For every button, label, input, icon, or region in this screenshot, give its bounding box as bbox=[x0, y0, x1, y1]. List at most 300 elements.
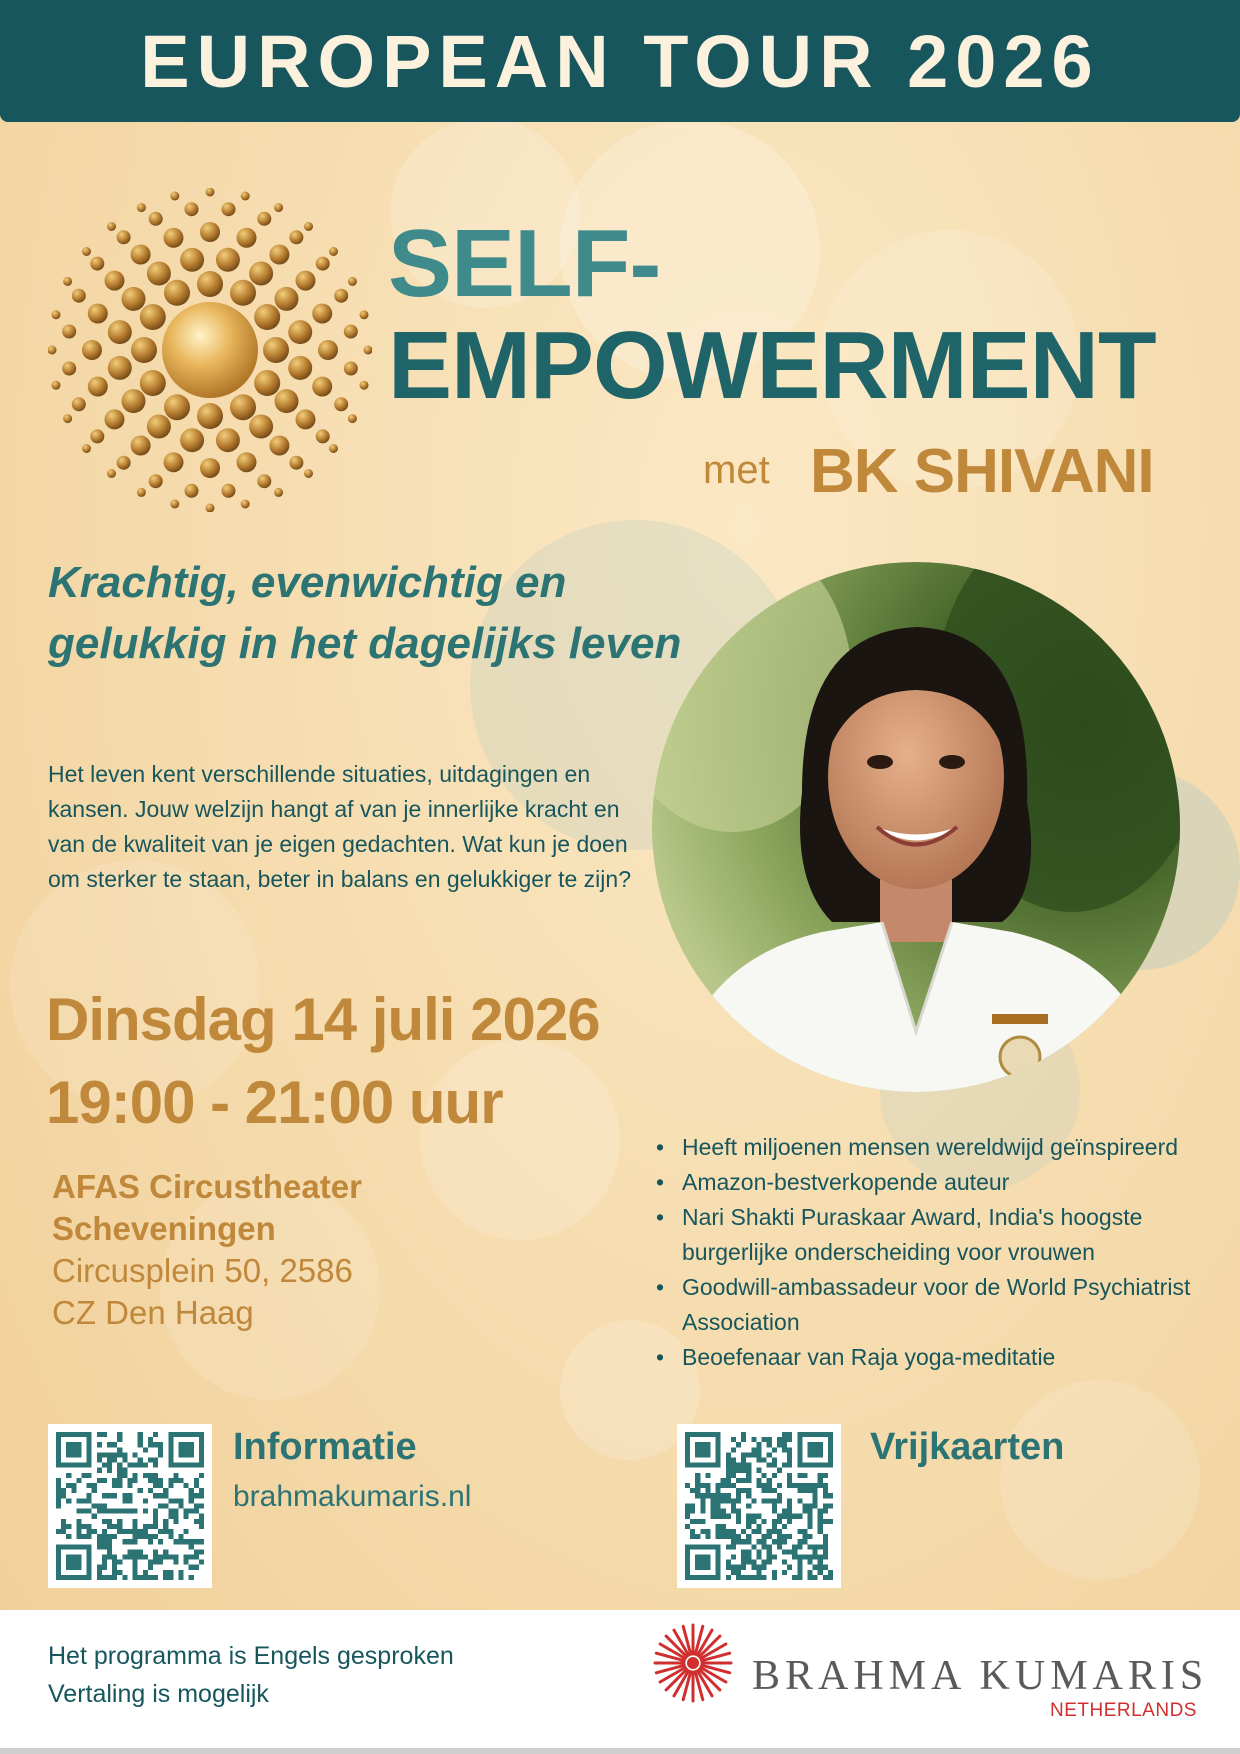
qr-module bbox=[726, 1514, 731, 1519]
qr-module bbox=[751, 1447, 756, 1452]
qr-module bbox=[117, 1432, 122, 1437]
qr-module bbox=[731, 1473, 736, 1478]
qr-module bbox=[117, 1509, 122, 1514]
emblem-dot bbox=[360, 381, 369, 390]
emblem-dot bbox=[329, 444, 338, 453]
highlight-item: • Nari Shakti Puraskaar Award, India's hoogste burgerlijke onderscheiding voor vrouwen bbox=[656, 1200, 1216, 1270]
org-country: NETHERLANDS bbox=[1050, 1700, 1197, 1721]
tickets-label: Vrijkaarten bbox=[870, 1426, 1065, 1468]
qr-module bbox=[756, 1529, 761, 1534]
qr-module bbox=[762, 1539, 767, 1544]
qr-module bbox=[802, 1483, 807, 1488]
qr-module bbox=[736, 1488, 741, 1493]
qr-module bbox=[127, 1478, 132, 1483]
qr-module bbox=[76, 1498, 81, 1503]
qr-module bbox=[741, 1463, 746, 1468]
qr-module bbox=[107, 1463, 112, 1468]
qr-module bbox=[97, 1478, 102, 1483]
qr-module bbox=[122, 1468, 127, 1473]
emblem-dot bbox=[107, 222, 116, 231]
qr-module bbox=[782, 1570, 787, 1575]
qr-module bbox=[133, 1575, 138, 1580]
qr-module bbox=[767, 1529, 772, 1534]
emblem-dot bbox=[249, 415, 273, 439]
qr-module bbox=[87, 1493, 92, 1498]
event-title-line1: SELF- bbox=[388, 210, 661, 317]
qr-module bbox=[782, 1560, 787, 1565]
qr-module bbox=[741, 1575, 746, 1580]
qr-module bbox=[97, 1432, 102, 1437]
qr-module bbox=[736, 1539, 741, 1544]
qr-module bbox=[823, 1565, 828, 1570]
qr-module bbox=[97, 1570, 102, 1575]
qr-module bbox=[736, 1570, 741, 1575]
qr-module bbox=[76, 1519, 81, 1524]
qr-module bbox=[705, 1473, 710, 1478]
qr-module bbox=[138, 1488, 143, 1493]
qr-module bbox=[767, 1534, 772, 1539]
qr-module bbox=[787, 1534, 792, 1539]
qr-module bbox=[87, 1529, 92, 1534]
qr-module bbox=[797, 1498, 802, 1503]
qr-module bbox=[127, 1549, 132, 1554]
qr-module bbox=[777, 1493, 782, 1498]
qr-module bbox=[148, 1524, 153, 1529]
qr-module bbox=[802, 1509, 807, 1514]
emblem-dot bbox=[82, 340, 102, 360]
qr-module bbox=[112, 1554, 117, 1559]
qr-module bbox=[762, 1565, 767, 1570]
info-qr-code[interactable] bbox=[48, 1424, 212, 1588]
qr-module bbox=[762, 1560, 767, 1565]
qr-module bbox=[787, 1458, 792, 1463]
qr-module bbox=[797, 1473, 802, 1478]
qr-module bbox=[122, 1493, 127, 1498]
emblem-dot bbox=[137, 203, 146, 212]
qr-module bbox=[153, 1554, 158, 1559]
qr-module bbox=[716, 1488, 721, 1493]
qr-module bbox=[199, 1514, 204, 1519]
qr-module bbox=[685, 1483, 690, 1488]
qr-module bbox=[818, 1570, 823, 1575]
qr-module bbox=[112, 1570, 117, 1575]
qr-module bbox=[56, 1498, 61, 1503]
qr-module bbox=[807, 1483, 812, 1488]
qr-module bbox=[787, 1478, 792, 1483]
qr-module bbox=[102, 1575, 107, 1580]
qr-module bbox=[787, 1432, 792, 1437]
qr-module bbox=[772, 1447, 777, 1452]
emblem-dot bbox=[185, 202, 199, 216]
qr-module bbox=[787, 1565, 792, 1570]
qr-module bbox=[107, 1493, 112, 1498]
qr-module bbox=[133, 1539, 138, 1544]
qr-module bbox=[143, 1473, 148, 1478]
qr-module bbox=[184, 1514, 189, 1519]
emblem-dot bbox=[72, 289, 86, 303]
qr-module bbox=[87, 1498, 92, 1503]
qr-module bbox=[700, 1503, 705, 1508]
emblem-dot bbox=[164, 394, 190, 420]
qr-module bbox=[690, 1534, 695, 1539]
qr-module bbox=[807, 1570, 812, 1575]
qr-module bbox=[782, 1432, 787, 1437]
qr-module bbox=[731, 1447, 736, 1452]
qr-module bbox=[112, 1452, 117, 1457]
qr-module bbox=[82, 1498, 87, 1503]
qr-module bbox=[797, 1529, 802, 1534]
qr-module bbox=[168, 1514, 173, 1519]
qr-module bbox=[807, 1488, 812, 1493]
qr-module bbox=[762, 1498, 767, 1503]
qr-module bbox=[107, 1509, 112, 1514]
qr-module bbox=[772, 1529, 777, 1534]
qr-module bbox=[792, 1483, 797, 1488]
qr-module bbox=[168, 1534, 173, 1539]
qr-module bbox=[87, 1473, 92, 1478]
emblem-dot bbox=[216, 248, 240, 272]
info-website-link[interactable]: brahmakumaris.nl bbox=[233, 1480, 472, 1513]
qr-module bbox=[802, 1529, 807, 1534]
qr-module bbox=[721, 1493, 726, 1498]
qr-module bbox=[690, 1488, 695, 1493]
qr-module bbox=[163, 1529, 168, 1534]
highlight-item: • Heeft miljoenen mensen wereldwijd geïnspireerd bbox=[656, 1130, 1216, 1165]
emblem-dot bbox=[348, 414, 357, 423]
emblem-dot bbox=[296, 271, 316, 291]
qr-module bbox=[76, 1534, 81, 1539]
qr-module bbox=[194, 1519, 199, 1524]
qr-module bbox=[133, 1519, 138, 1524]
qr-module bbox=[695, 1483, 700, 1488]
qr-module bbox=[173, 1514, 178, 1519]
qr-module bbox=[731, 1483, 736, 1488]
qr-module bbox=[705, 1529, 710, 1534]
qr-module bbox=[823, 1539, 828, 1544]
qr-module bbox=[818, 1483, 823, 1488]
emblem-dot bbox=[222, 484, 236, 498]
qr-module bbox=[153, 1524, 158, 1529]
qr-module bbox=[148, 1442, 153, 1447]
qr-module bbox=[153, 1463, 158, 1468]
qr-module bbox=[122, 1554, 127, 1559]
qr-module bbox=[138, 1549, 143, 1554]
qr-module bbox=[178, 1534, 183, 1539]
qr-module bbox=[802, 1473, 807, 1478]
qr-module bbox=[802, 1503, 807, 1508]
qr-module bbox=[762, 1544, 767, 1549]
qr-module bbox=[189, 1498, 194, 1503]
qr-module bbox=[168, 1554, 173, 1559]
qr-module bbox=[716, 1493, 721, 1498]
qr-module bbox=[695, 1534, 700, 1539]
qr-module bbox=[112, 1442, 117, 1447]
qr-module bbox=[741, 1529, 746, 1534]
emblem-dot bbox=[200, 222, 220, 242]
qr-module bbox=[716, 1534, 721, 1539]
emblem-dot bbox=[72, 397, 86, 411]
qr-module bbox=[163, 1524, 168, 1529]
qr-module bbox=[746, 1514, 751, 1519]
qr-module bbox=[71, 1483, 76, 1488]
qr-module bbox=[117, 1519, 122, 1524]
qr-module bbox=[153, 1514, 158, 1519]
qr-module bbox=[148, 1473, 153, 1478]
qr-module bbox=[741, 1452, 746, 1457]
qr-module bbox=[148, 1575, 153, 1580]
qr-module bbox=[153, 1509, 158, 1514]
qr-module bbox=[823, 1493, 828, 1498]
qr-module bbox=[66, 1534, 71, 1539]
qr-module bbox=[797, 1570, 802, 1575]
qr-module bbox=[736, 1514, 741, 1519]
qr-module bbox=[807, 1554, 812, 1559]
qr-module bbox=[127, 1498, 132, 1503]
emblem-dot bbox=[216, 428, 240, 452]
qr-module bbox=[189, 1488, 194, 1493]
qr-module bbox=[112, 1509, 117, 1514]
qr-module bbox=[787, 1503, 792, 1508]
qr-module bbox=[818, 1560, 823, 1565]
qr-module bbox=[184, 1554, 189, 1559]
qr-module bbox=[767, 1554, 772, 1559]
qr-module bbox=[741, 1488, 746, 1493]
qr-module bbox=[772, 1463, 777, 1468]
qr-module bbox=[189, 1539, 194, 1544]
qr-module bbox=[56, 1493, 61, 1498]
emblem-dot bbox=[289, 456, 303, 470]
qr-module bbox=[122, 1473, 127, 1478]
qr-module bbox=[102, 1463, 107, 1468]
qr-module bbox=[194, 1503, 199, 1508]
highlight-item: • Beoefenaar van Raja yoga-meditatie bbox=[656, 1340, 1216, 1375]
qr-module bbox=[117, 1560, 122, 1565]
emblem-dot bbox=[122, 389, 146, 413]
emblem-dot bbox=[348, 277, 357, 286]
qr-module bbox=[726, 1544, 731, 1549]
qr-module bbox=[163, 1493, 168, 1498]
speaker-portrait bbox=[652, 562, 1180, 1092]
qr-module bbox=[797, 1560, 802, 1565]
intro-text: Het leven kent verschillende situaties, uitdagingen en kansen. Jouw welzijn hangt af van je innerlijke kracht en van de kwaliteit van je eigen gedachten. Wat kun je doen om sterker te staan, beter in balans en gelukkiger te zijn? bbox=[48, 761, 631, 892]
qr-module bbox=[163, 1554, 168, 1559]
qr-module bbox=[777, 1534, 782, 1539]
qr-module bbox=[143, 1529, 148, 1534]
tickets-qr-code[interactable] bbox=[677, 1424, 841, 1588]
qr-module bbox=[767, 1544, 772, 1549]
qr-module bbox=[813, 1554, 818, 1559]
qr-module bbox=[173, 1519, 178, 1524]
event-time: 19:00 - 21:00 uur bbox=[46, 1069, 503, 1136]
qr-module bbox=[797, 1514, 802, 1519]
qr-module bbox=[772, 1503, 777, 1508]
qr-module bbox=[117, 1437, 122, 1442]
qr-module bbox=[127, 1539, 132, 1544]
qr-module bbox=[756, 1524, 761, 1529]
qr-module bbox=[818, 1554, 823, 1559]
qr-module bbox=[762, 1437, 767, 1442]
qr-module bbox=[823, 1473, 828, 1478]
qr-module bbox=[716, 1514, 721, 1519]
qr-module bbox=[97, 1452, 102, 1457]
qr-finder bbox=[695, 1554, 710, 1569]
emblem-dot bbox=[263, 337, 289, 363]
qr-module bbox=[158, 1493, 163, 1498]
qr-module bbox=[726, 1463, 731, 1468]
qr-module bbox=[797, 1565, 802, 1570]
emblem-dot bbox=[316, 257, 330, 271]
qr-module bbox=[143, 1575, 148, 1580]
qr-module bbox=[772, 1539, 777, 1544]
qr-module bbox=[767, 1488, 772, 1493]
emblem-dot bbox=[318, 340, 338, 360]
qr-module bbox=[66, 1473, 71, 1478]
qr-module bbox=[700, 1498, 705, 1503]
qr-module bbox=[82, 1524, 87, 1529]
bokeh-circle bbox=[1000, 1380, 1200, 1580]
qr-module bbox=[112, 1565, 117, 1570]
qr-module bbox=[107, 1452, 112, 1457]
qr-module bbox=[102, 1544, 107, 1549]
qr-module bbox=[695, 1473, 700, 1478]
qr-module bbox=[736, 1575, 741, 1580]
qr-module bbox=[127, 1529, 132, 1534]
qr-module bbox=[782, 1442, 787, 1447]
qr-module bbox=[777, 1539, 782, 1544]
qr-module bbox=[690, 1509, 695, 1514]
qr-module bbox=[716, 1524, 721, 1529]
qr-module bbox=[133, 1509, 138, 1514]
qr-module bbox=[102, 1560, 107, 1565]
qr-module bbox=[148, 1565, 153, 1570]
qr-module bbox=[97, 1503, 102, 1508]
qr-module bbox=[92, 1483, 97, 1488]
qr-module bbox=[189, 1544, 194, 1549]
qr-module bbox=[767, 1463, 772, 1468]
qr-module bbox=[746, 1488, 751, 1493]
qr-module bbox=[138, 1432, 143, 1437]
qr-module bbox=[194, 1478, 199, 1483]
emblem-dot bbox=[312, 304, 332, 324]
qr-module bbox=[138, 1442, 143, 1447]
qr-module bbox=[153, 1534, 158, 1539]
qr-module bbox=[746, 1575, 751, 1580]
qr-module bbox=[705, 1488, 710, 1493]
qr-module bbox=[787, 1549, 792, 1554]
venue-name-line2: Scheveningen bbox=[52, 1210, 276, 1247]
qr-module bbox=[102, 1509, 107, 1514]
qr-module bbox=[726, 1565, 731, 1570]
qr-module bbox=[133, 1570, 138, 1575]
qr-module bbox=[813, 1493, 818, 1498]
qr-module bbox=[787, 1463, 792, 1468]
qr-module bbox=[153, 1483, 158, 1488]
qr-module bbox=[178, 1498, 183, 1503]
qr-module bbox=[782, 1549, 787, 1554]
qr-module bbox=[746, 1452, 751, 1457]
emblem-dot bbox=[63, 277, 72, 286]
emblem-dot bbox=[237, 452, 257, 472]
qr-module bbox=[173, 1509, 178, 1514]
qr-module bbox=[194, 1549, 199, 1554]
emblem-dot bbox=[180, 248, 204, 272]
qr-module bbox=[117, 1478, 122, 1483]
qr-module bbox=[107, 1519, 112, 1524]
qr-module bbox=[199, 1503, 204, 1508]
qr-module bbox=[133, 1529, 138, 1534]
qr-module bbox=[716, 1503, 721, 1508]
qr-module bbox=[133, 1463, 138, 1468]
qr-module bbox=[792, 1575, 797, 1580]
qr-module bbox=[61, 1493, 66, 1498]
emblem-dot bbox=[82, 444, 91, 453]
qr-module bbox=[787, 1447, 792, 1452]
qr-module bbox=[787, 1509, 792, 1514]
qr-module bbox=[736, 1442, 741, 1447]
qr-module bbox=[685, 1509, 690, 1514]
qr-module bbox=[813, 1575, 818, 1580]
qr-module bbox=[782, 1514, 787, 1519]
qr-module bbox=[112, 1478, 117, 1483]
qr-module bbox=[751, 1560, 756, 1565]
qr-module bbox=[787, 1483, 792, 1488]
qr-module bbox=[705, 1493, 710, 1498]
qr-module bbox=[102, 1478, 107, 1483]
qr-module bbox=[807, 1560, 812, 1565]
qr-module bbox=[194, 1539, 199, 1544]
qr-module bbox=[82, 1473, 87, 1478]
qr-module bbox=[143, 1554, 148, 1559]
qr-module bbox=[746, 1463, 751, 1468]
qr-module bbox=[92, 1529, 97, 1534]
qr-module bbox=[127, 1554, 132, 1559]
qr-module bbox=[112, 1524, 117, 1529]
qr-module bbox=[61, 1519, 66, 1524]
qr-module bbox=[818, 1478, 823, 1483]
event-date: Dinsdag 14 juli 2026 bbox=[46, 986, 600, 1053]
emblem-dot bbox=[288, 320, 312, 344]
tour-header bbox=[0, 0, 1240, 122]
emblem-dot bbox=[180, 428, 204, 452]
qr-module bbox=[97, 1534, 102, 1539]
golden-sun-emblem-icon bbox=[48, 188, 372, 512]
emblem-dot bbox=[131, 436, 151, 456]
qr-module bbox=[823, 1509, 828, 1514]
qr-module bbox=[127, 1483, 132, 1488]
qr-module bbox=[721, 1529, 726, 1534]
qr-module bbox=[823, 1519, 828, 1524]
emblem-dot bbox=[48, 346, 57, 355]
qr-module bbox=[76, 1524, 81, 1529]
qr-module bbox=[813, 1544, 818, 1549]
qr-module bbox=[690, 1503, 695, 1508]
qr-module bbox=[828, 1503, 833, 1508]
qr-finder bbox=[178, 1442, 193, 1457]
qr-module bbox=[777, 1437, 782, 1442]
qr-module bbox=[731, 1468, 736, 1473]
qr-module bbox=[736, 1534, 741, 1539]
qr-module bbox=[818, 1529, 823, 1534]
emblem-dot bbox=[304, 469, 313, 478]
qr-module bbox=[711, 1493, 716, 1498]
qr-module bbox=[813, 1483, 818, 1488]
qr-module bbox=[726, 1560, 731, 1565]
qr-module bbox=[746, 1534, 751, 1539]
emblem-dot bbox=[147, 415, 171, 439]
qr-module bbox=[133, 1549, 138, 1554]
qr-module bbox=[807, 1575, 812, 1580]
qr-module bbox=[87, 1524, 92, 1529]
